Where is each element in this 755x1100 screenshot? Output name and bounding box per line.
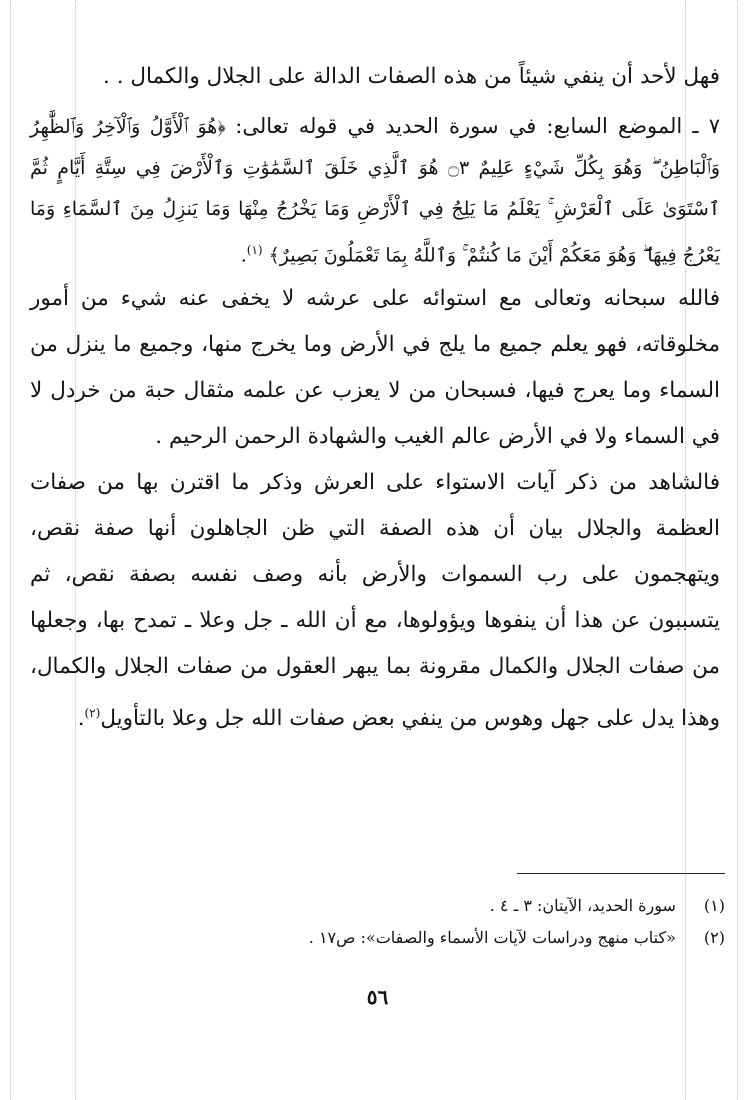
- footnote-ref-1[interactable]: (١): [246, 243, 263, 257]
- paragraph-2-text: فالله سبحانه وتعالى مع استوائه على عرشه لا يخفى عنه شيء من أمور مخلوقاته، فهو يعلم جميع ما يلج في الأرض وما يخرج منها، وجميع ما ينزل من السماء وما يعرج فيها، فسبحان من لا يعزب عن علمه مثقال حبة من خردل لا في السماء ولا في الأرض عالم الغيب والشهادة الرحمن الرحيم .: [30, 286, 720, 450]
- page-body: [30, 40, 720, 742]
- footnotes: [35, 890, 725, 954]
- margin-guide-left: [10, 0, 11, 1100]
- intro-paragraph: [30, 54, 720, 100]
- page-number: ٥٦: [366, 985, 389, 1009]
- footnote-divider: [517, 873, 725, 874]
- footnote-ref-2[interactable]: (٢): [84, 706, 101, 721]
- footnote-1-number: (١): [703, 896, 725, 915]
- footnote-2-number: (٢): [703, 928, 725, 947]
- item7-end: .: [240, 244, 247, 267]
- paragraph-3: [30, 460, 720, 742]
- paragraph-2: [30, 276, 720, 460]
- margin-guide-right: [737, 0, 738, 1100]
- verse-text: ﴿هُوَ ٱلْأَوَّلُ وَٱلْآخِرُ وَٱلظَّٰهِرُ وَٱلْبَاطِنُ ۖ وَهُوَ بِكُلِّ شَيْءٍ عَلِيمٌ ۝٣ هُوَ ٱلَّذِي خَلَقَ ٱلسَّمَٰوَٰتِ وَٱلْأَرْضَ فِي سِتَّةِ أَيَّامٍ ثُمَّ ٱسْتَوَىٰ عَلَى ٱلْعَرْشِ ۚ يَعْلَمُ مَا يَلِجُ فِي ٱلْأَرْضِ وَمَا يَخْرُجُ مِنْهَا وَمَا يَنزِلُ مِنَ ٱلسَّمَاءِ وَمَا يَعْرُجُ فِيهَا ۖ وَهُوَ مَعَكُمْ أَيْنَ مَا كُنتُمْ ۚ وَٱللَّهُ بِمَا تَعْمَلُونَ بَصِيرٌ﴾: [30, 116, 720, 267]
- footnote-1-text: سورة الحديد، الآيتان: ٣ ـ ٤ .: [489, 896, 676, 915]
- footnote-2-text: «كتاب منهج ودراسات لآيات الأسماء والصفات»: ص١٧ .: [308, 928, 676, 947]
- quran-passage: [30, 106, 720, 276]
- footnote-2: [35, 922, 725, 954]
- paragraph-3-end: .: [77, 706, 85, 732]
- intro-text: فهل لأحد أن ينفي شيئاً من هذه الصفات الدالة على الجلال والكمال . .: [103, 64, 720, 89]
- footnote-1: [35, 890, 725, 922]
- paragraph-3-text: فالشاهد من ذكر آيات الاستواء على العرش وذكر ما اقترن بها من صفات العظمة والجلال بيان أن هذه الصفة التي ظن الجاهلون أنها صفة نقص، ويتهجمون على رب السموات والأرض بأنه وصف نفسه بصفة نقص، ثم يتسببون عن هذا أن ينفوها ويؤولوها، مع أن الله ـ جل وعلا ـ تمدح بها، وجعلها من صفات الجلال والكمال مقرونة بما يبهر العقول من صفات الجلال والكمال، وهذا يدل على جهل وهوس من ينفي بعض صفات الله جل وعلا بالتأويل: [30, 470, 720, 732]
- item7-lead: ٧ ـ الموضع السابع: في سورة الحديد في قوله تعالى:: [235, 114, 721, 138]
